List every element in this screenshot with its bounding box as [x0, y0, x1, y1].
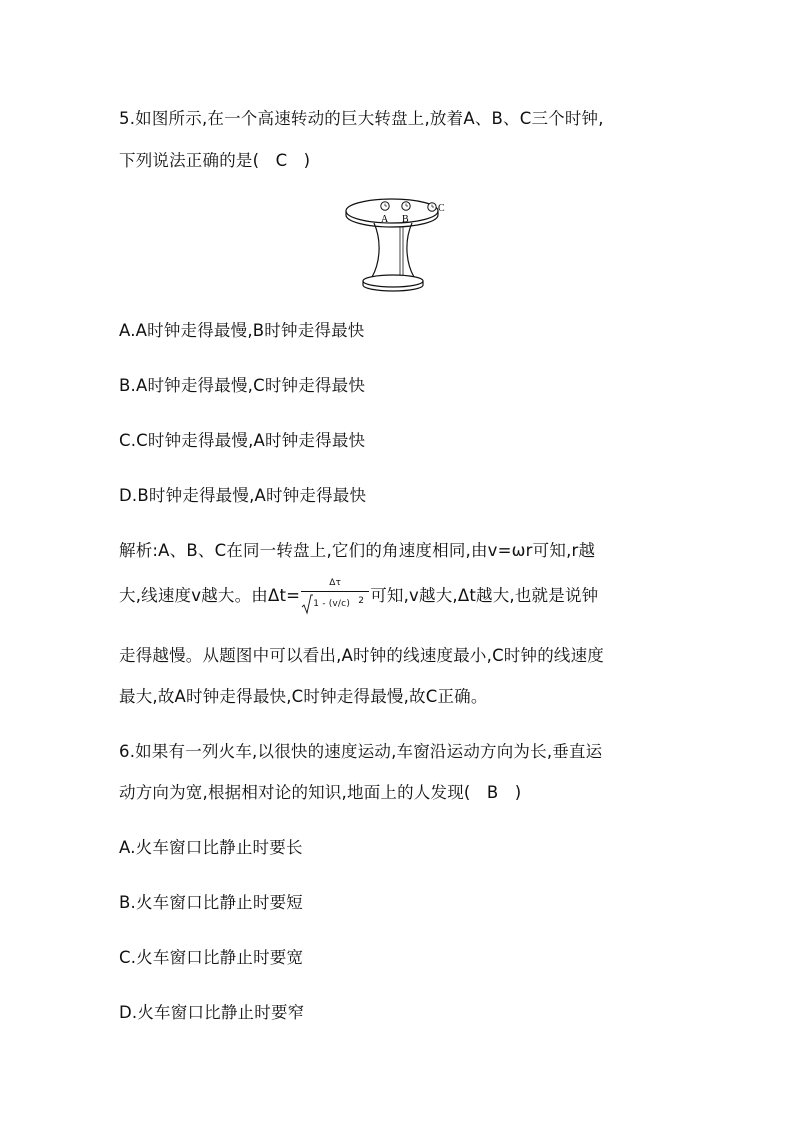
q5-stem-line1: 5.如图所示,在一个高速转动的巨大转盘上,放着A、B、C三个时钟,: [119, 109, 604, 128]
q5-analysis-line3: 走得越慢。从题图中可以看出,A时钟的线速度最小,C时钟的线速度: [119, 646, 604, 665]
q5-stem-line2: 下列说法正确的是( C ): [119, 151, 311, 170]
analysis-line2-before: 大,线速度v越大。由Δt=: [119, 586, 301, 605]
q5-option-b: B.A时钟走得最慢,C时钟走得最快: [119, 376, 366, 395]
time-dilation-formula: [301, 576, 369, 618]
formula-exponent: 2: [358, 595, 365, 606]
formula-numerator: Δτ: [329, 577, 342, 588]
formula-denominator: 1 - (v/c): [313, 598, 351, 609]
q6-option-a: A.火车窗口比静止时要长: [119, 838, 303, 857]
q5-analysis-line4: 最大,故A时钟走得最快,C时钟走得最慢,故C正确。: [119, 687, 488, 706]
analysis-line2-after: 可知,v越大,Δt越大,也就是说钟: [370, 586, 599, 605]
q6-option-b: B.火车窗口比静止时要短: [119, 893, 303, 912]
q6-stem-line2: 动方向为宽,根据相对论的知识,地面上的人发现( B ): [119, 783, 522, 802]
clock-label-b: B: [402, 214, 409, 225]
turntable-figure: [344, 193, 450, 297]
q6-option-c: C.火车窗口比静止时要宽: [119, 948, 304, 967]
q5-analysis-line1: 解析:A、B、C在同一转盘上,它们的角速度相同,由v=ωr可知,r越: [119, 541, 596, 560]
q5-option-d: D.B时钟走得最慢,A时钟走得最快: [119, 486, 367, 505]
clock-label-a: A: [381, 214, 389, 225]
q6-stem-line1: 6.如果有一列火车,以很快的速度运动,车窗沿运动方向为长,垂直运: [119, 742, 603, 761]
q5-analysis-line2: [119, 575, 598, 617]
q5-option-a: A.A时钟走得最慢,B时钟走得最快: [119, 321, 365, 340]
clock-a-icon: [381, 202, 389, 210]
q6-option-d: D.火车窗口比静止时要窄: [119, 1003, 305, 1022]
clock-b-icon: [402, 202, 410, 210]
sqrt-icon: [301, 593, 313, 615]
q5-option-c: C.C时钟走得最慢,A时钟走得最快: [119, 431, 366, 450]
clock-label-c: C: [438, 203, 445, 214]
fraction-bar: [301, 591, 369, 592]
clock-c-icon: [428, 203, 436, 211]
